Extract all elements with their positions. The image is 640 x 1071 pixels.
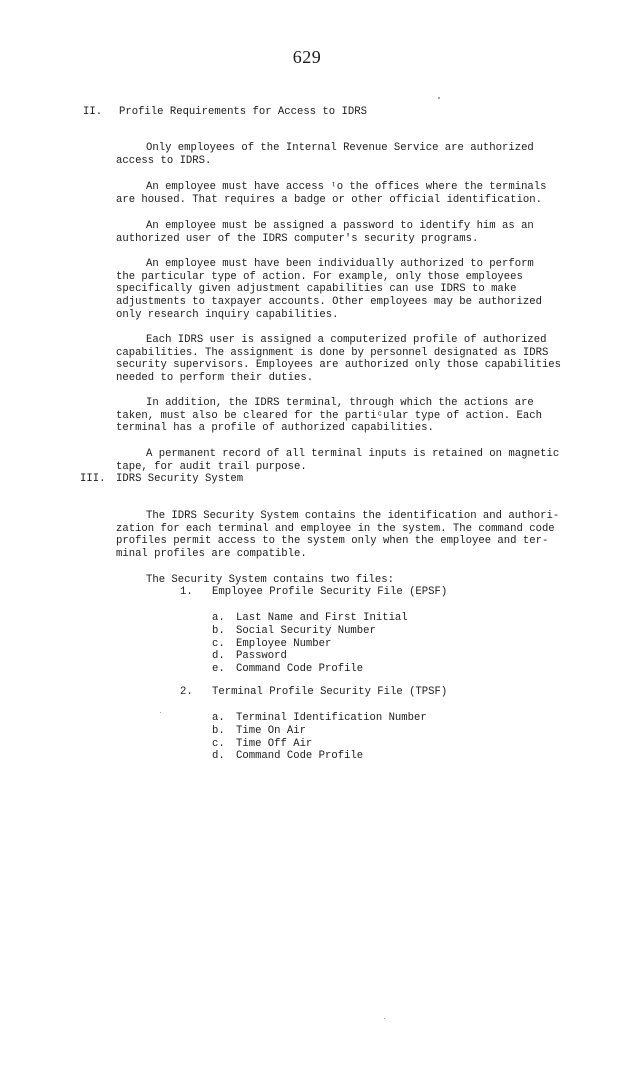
paragraph-text: Each IDRS user is assigned a computerized profile of authorized capabilities. The assignment is done by personnel designated as IDRS security supervisors. Employees are authorized only those capabilities needed to perform their duties. <box>116 333 562 385</box>
paragraph-terminal-clearance <box>116 384 596 435</box>
paragraph-security-system <box>116 497 596 561</box>
paragraph-text: A permanent record of all terminal inputs is retained on magnetic tape, for audit trail purpose. <box>116 447 560 473</box>
section-ii-title: Profile Requirements for Access to IDRS <box>119 106 367 118</box>
item-letter: d. <box>212 650 225 663</box>
item-text: Last Name and First Initial <box>236 612 408 624</box>
section-iii-title: IDRS Security System <box>116 473 244 485</box>
paragraph-text: An employee must have access ᵗo the offices where the terminals are housed. That requires a badge or other official identification. <box>116 180 547 206</box>
item-letter: a. <box>212 712 225 724</box>
paragraph-access-employees <box>116 129 596 167</box>
paragraph-two-files <box>116 561 596 587</box>
section-ii-number: II. <box>83 106 103 118</box>
page-number: 629 <box>292 47 322 67</box>
paragraph-individual-authorization <box>116 245 596 322</box>
item-text: Command Code Profile <box>236 663 364 676</box>
paragraph-password <box>116 207 596 245</box>
paragraph-text: An employee must have been individually authorized to perform the particular type of action. For example, only those employees specifically given adjustment capabilities can use IDRS to make adjustments to taxpayer accounts. Other employees may be authorized only research inquiry capabilities. <box>116 257 542 321</box>
paragraph-text: An employee must be assigned a password to identify him as an authorized user of the IDRS computer's security programs. <box>116 219 534 245</box>
item-letter: e. <box>212 663 225 676</box>
item-text: Employee Number <box>236 637 332 650</box>
item-letter: c. <box>212 737 225 750</box>
item-text: Social Security Number <box>236 624 376 637</box>
file-1-title: Employee Profile Security File (EPSF) <box>212 586 448 598</box>
item-letter: a. <box>212 612 225 624</box>
paragraph-office-access <box>116 168 596 206</box>
paragraph-text: In addition, the IDRS terminal, through which the actions are taken, must also be cleared for the partiᶜular type of action. Each terminal has a profile of authorized capabilities. <box>116 396 542 435</box>
item-letter: c. <box>212 637 225 650</box>
paragraph-text: The IDRS Security System contains the identification and authori- zation for each terminal and employee in the system. The command code profiles permit access to the system only when the employee and ter- minal profiles are compatible. <box>116 509 560 561</box>
item-text: Command Code Profile <box>236 750 364 763</box>
item-text: Time On Air <box>236 724 306 737</box>
item-letter: b. <box>212 624 225 637</box>
item-letter: b. <box>212 724 225 737</box>
item-text: Terminal Identification Number <box>236 712 427 724</box>
paragraph-computerized-profile <box>116 321 596 385</box>
item-text: Password <box>236 650 287 663</box>
paragraph-text: The Security System contains two files: <box>146 573 394 586</box>
section-iii-number: III. <box>80 473 106 485</box>
item-letter: d. <box>212 750 225 763</box>
file-1-number: 1. <box>180 586 193 598</box>
item-text: Time Off Air <box>236 737 313 750</box>
file-2-title: Terminal Profile Security File (TPSF) <box>212 686 448 698</box>
paragraph-text: Only employees of the Internal Revenue Service are authorized access to IDRS. <box>116 141 534 167</box>
file-2-number: 2. <box>180 686 193 698</box>
scan-speck <box>384 1018 385 1019</box>
scan-speck <box>160 712 161 713</box>
paragraph-audit-trail <box>116 435 596 473</box>
scan-speck <box>438 97 440 99</box>
